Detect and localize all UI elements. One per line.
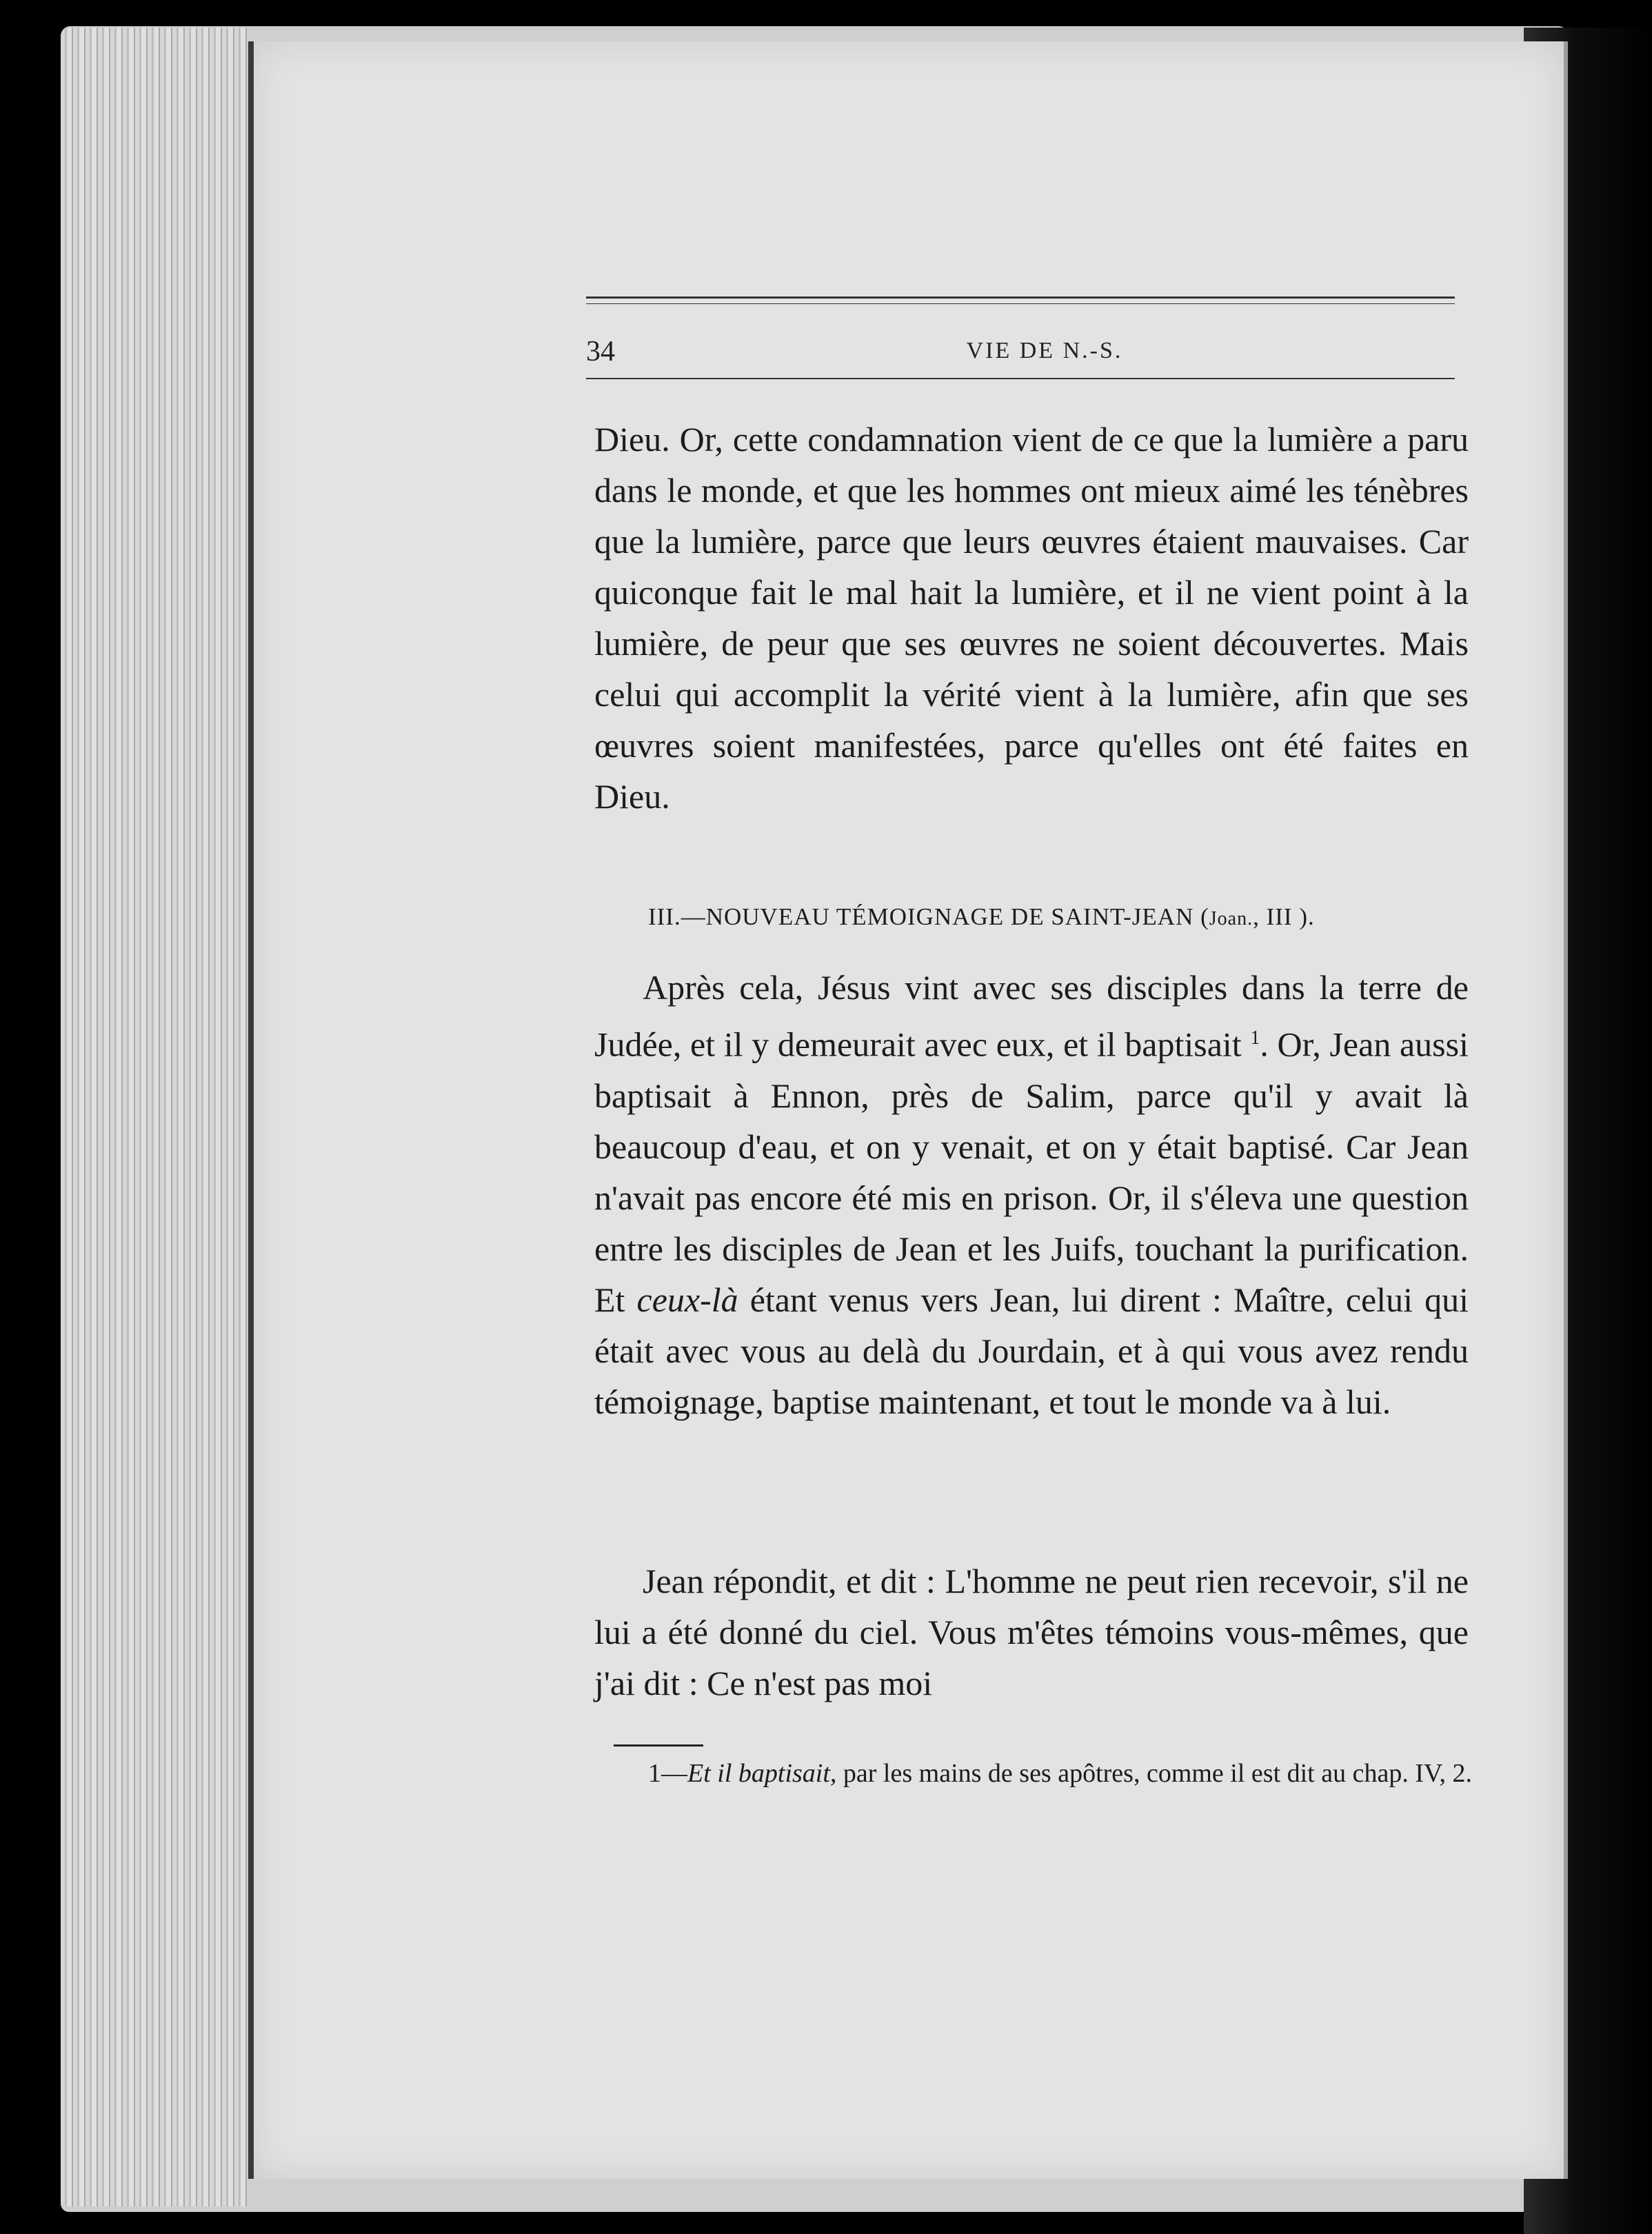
footnote — [621, 1755, 1475, 1792]
running-title: VIE DE N.-S. — [966, 338, 1123, 363]
footnote-reference[interactable]: 1 — [1250, 1027, 1260, 1049]
footnote-rule — [614, 1744, 703, 1747]
header-rule-top-thin — [586, 303, 1455, 304]
paragraph-continued — [594, 414, 1469, 822]
footnote-marker: 1— — [648, 1759, 687, 1788]
page-edges — [61, 28, 247, 2206]
text-run: . Or, Jean aussi baptisait à Ennon, près de Salim, parce qu'il y avait là beaucoup d'eau, et on y venait, et on y était baptisé. Car Jean n'avait pas encore été mis en prison. Or, il s'éleva une question entre les disciples de Jean et les Juifs, touchant la purification. Et — [594, 1025, 1469, 1319]
footnote-text: par les mains de ses apôtres, comme il est dit au chap. IV, 2. — [843, 1759, 1473, 1788]
header-rule-top — [586, 296, 1455, 299]
section-heading-main: III.—NOUVEAU TÉMOIGNAGE DE SAINT-JEAN ( — [648, 903, 1209, 930]
paragraph-text: Jean répondit, et dit : L'homme ne peut rien recevoir, s'il ne lui a été donné du ciel. Vous m'êtes témoins vous-mêmes, que j'ai dit : Ce n'est pas moi — [594, 1562, 1469, 1702]
paragraph-narrative — [594, 962, 1469, 1427]
paragraph-text: Dieu. Or, cette condamnation vient de ce que la lumière a paru dans le monde, et que les hommes ont mieux aimé les ténèbres que la lumière, parce que leurs œuvres étaient mauvaises. Car quiconque fait le mal hait la lumière, et il ne vient point à la lumière, de peur que ses œuvres ne soient découvertes. Mais celui qui accomplit la vérité vient à la lumière, afin que ses œuvres soient manifestées, parce qu'elles ont été faites en Dieu. — [594, 420, 1469, 816]
section-heading-ref: Joan. — [1209, 908, 1253, 929]
page-number: 34 — [586, 336, 615, 368]
paragraph-text — [594, 962, 1469, 1427]
italic-text: ceux-là — [636, 1280, 738, 1319]
text-run: Après cela, Jésus vint avec ses disciples dans la terre de Judée, et il y demeurait avec eux, et il baptisait — [594, 968, 1469, 1064]
section-heading-tail: , III ). — [1253, 903, 1315, 930]
text-run: étant venus vers Jean, lui dirent : Maître, celui qui était avec vous au delà du Jourdain, et à qui vous avez rendu témoignage, baptise maintenant, et tout le monde va à lui. — [594, 1280, 1469, 1421]
paragraph-answer — [594, 1556, 1469, 1709]
header-rule-bottom — [586, 378, 1455, 379]
footnote-italic: Et il baptisait, — [687, 1759, 837, 1788]
section-heading — [648, 903, 1434, 931]
